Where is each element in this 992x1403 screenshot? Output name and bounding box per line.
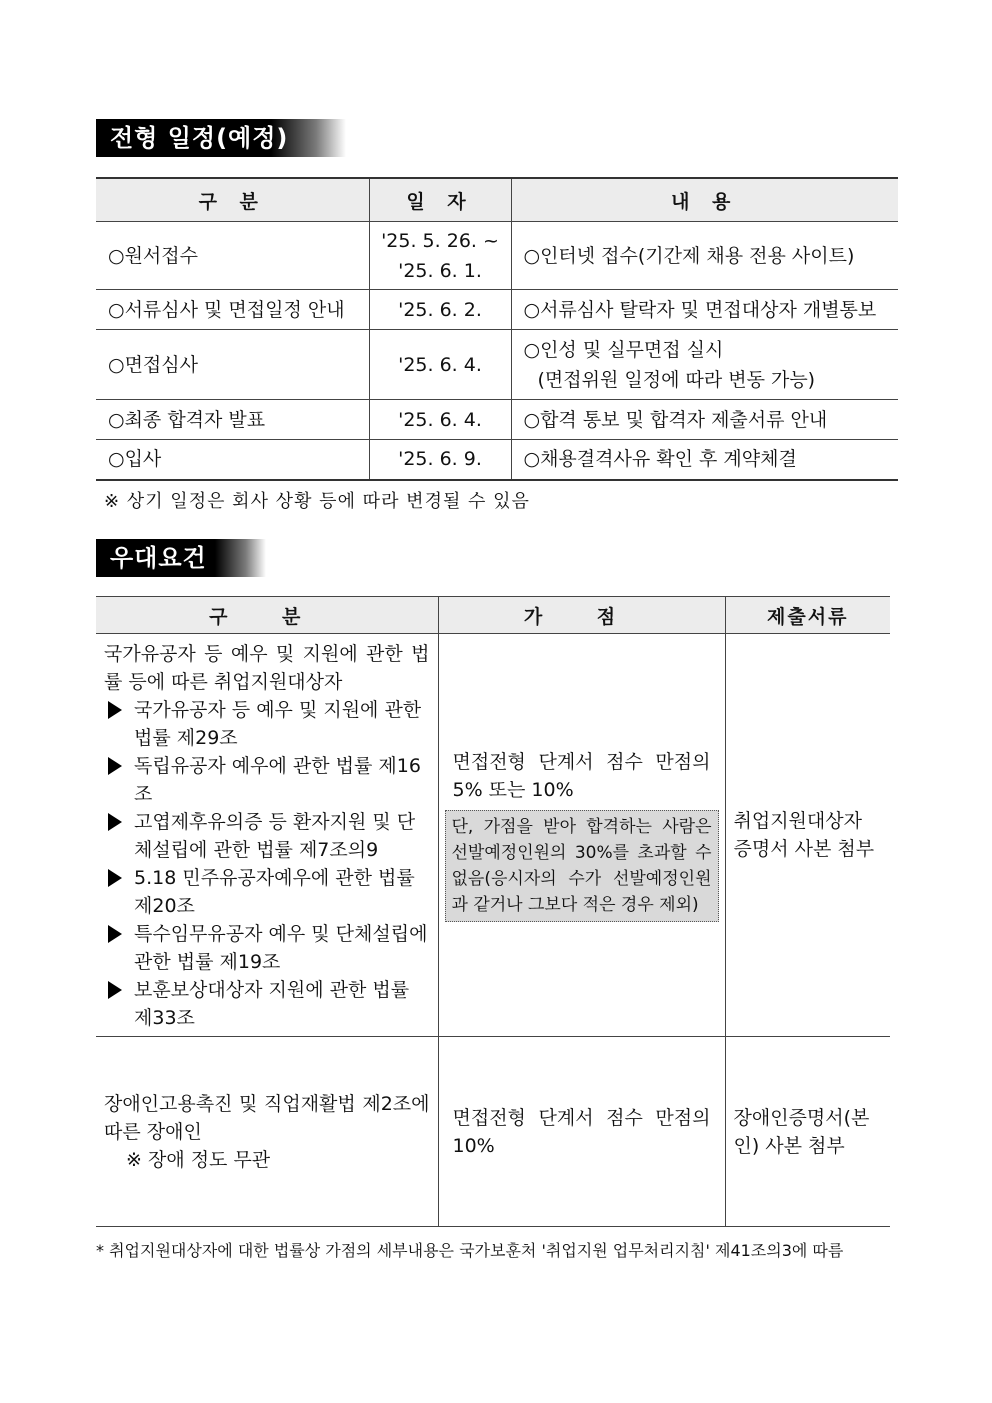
law-item — [104, 808, 430, 864]
schedule-category: ○면접심사 — [96, 330, 369, 400]
preference-header-docs: 제출서류 — [725, 597, 890, 634]
points-text: 면접전형 단계서 점수 만점의 5% 또는 10% — [452, 751, 711, 801]
preference-header-category: 구 분 — [96, 597, 438, 634]
schedule-category: ○서류심사 및 면접일정 안내 — [96, 290, 369, 330]
schedule-header-content: 내 용 — [511, 178, 898, 222]
table-row — [96, 222, 898, 290]
triangle-bullet-icon — [108, 813, 122, 831]
schedule-header-row — [96, 178, 898, 222]
schedule-content: ○인터넷 접수(기간제 채용 전용 사이트) — [511, 222, 898, 290]
schedule-date: '25. 6. 4. — [369, 400, 511, 440]
schedule-content — [511, 330, 898, 400]
law-text: 독립유공자 예우에 관한 법률 제16조 — [134, 755, 421, 805]
triangle-bullet-icon — [108, 981, 122, 999]
schedule-content-line: ○인성 및 실무면접 실시 — [523, 338, 724, 361]
schedule-category: ○원서접수 — [96, 222, 369, 290]
schedule-date: '25. 6. 2. — [369, 290, 511, 330]
schedule-content-line: (면접위원 일정에 따라 변동 가능) — [537, 368, 816, 391]
table-row — [96, 400, 898, 440]
law-text: 고엽제후유의증 등 환자지원 및 단체설립에 관한 법률 제7조의9 — [134, 811, 416, 861]
law-text: 보훈보상대상자 지원에 관한 법률 제33조 — [134, 979, 410, 1029]
schedule-date: '25. 6. 4. — [369, 330, 511, 400]
table-row — [96, 1037, 890, 1227]
triangle-bullet-icon — [108, 925, 122, 943]
schedule-content: ○채용결격사유 확인 후 계약체결 — [511, 440, 898, 480]
schedule-date-line: '25. 6. 1. — [398, 259, 482, 282]
disability-category-text: 장애인고용촉진 및 직업재활법 제2조에 따른 장애인 — [104, 1092, 430, 1143]
preference-intro: 국가유공자 등 예우 및 지원에 관한 법률 등에 따른 취업지원대상자 — [104, 643, 430, 693]
schedule-category: ○최종 합격자 발표 — [96, 400, 369, 440]
preference-section-title: 우대요건 — [96, 539, 266, 577]
preference-header-points: 가 점 — [438, 597, 725, 634]
schedule-content: ○합격 통보 및 합격자 제출서류 안내 — [511, 400, 898, 440]
schedule-content: ○서류심사 탈락자 및 면접대상자 개별통보 — [511, 290, 898, 330]
table-row — [96, 634, 890, 1037]
preference-table — [96, 596, 890, 1227]
schedule-category: ○입사 — [96, 440, 369, 480]
law-item — [104, 864, 430, 920]
preference-docs: 취업지원대상자 증명서 사본 첨부 — [725, 634, 890, 1037]
table-row — [96, 330, 898, 400]
schedule-section-title: 전형 일정(예정) — [96, 119, 346, 157]
triangle-bullet-icon — [108, 701, 122, 719]
preference-category — [96, 1037, 438, 1227]
table-row — [96, 440, 898, 480]
law-text: 5.18 민주유공자예우에 관한 법률 제20조 — [134, 867, 415, 917]
condition-box: 단, 가점을 받아 합격하는 사람은 선발예정인원의 30%를 초과할 수 없음(응시자의 수가 선발예정인원과 같거나 그보다 적은 경우 제외) — [445, 810, 719, 922]
preference-points — [438, 634, 725, 1037]
preference-points — [438, 1037, 725, 1227]
preference-category — [96, 634, 438, 1037]
law-item — [104, 696, 430, 752]
schedule-header-date: 일 자 — [369, 178, 511, 222]
points-text: 면접전형 단계서 점수 만점의 10% — [452, 1106, 711, 1157]
schedule-date-line: '25. 5. 26. ~ — [381, 229, 499, 252]
law-item — [104, 976, 430, 1032]
law-text: 국가유공자 등 예우 및 지원에 관한 법률 제29조 — [134, 699, 422, 749]
triangle-bullet-icon — [108, 757, 122, 775]
schedule-header-category: 구 분 — [96, 178, 369, 222]
footnote: * 취업지원대상자에 대한 법률상 가점의 세부내용은 국가보훈처 '취업지원 업무처리지침' 제41조의3에 따름 — [96, 1241, 844, 1260]
table-row — [96, 290, 898, 330]
preference-docs: 장애인증명서(본인) 사본 첨부 — [725, 1037, 890, 1227]
triangle-bullet-icon — [108, 869, 122, 887]
law-item — [104, 752, 430, 808]
disability-sub-note: ※ 장애 정도 무관 — [126, 1148, 271, 1171]
schedule-note: ※ 상기 일정은 회사 상황 등에 따라 변경될 수 있음 — [104, 491, 530, 512]
law-item — [104, 920, 430, 976]
law-text: 특수임무유공자 예우 및 단체설립에 관한 법률 제19조 — [134, 923, 428, 973]
schedule-table — [96, 177, 898, 481]
schedule-date: '25. 6. 9. — [369, 440, 511, 480]
schedule-date — [369, 222, 511, 290]
preference-header-row — [96, 597, 890, 634]
